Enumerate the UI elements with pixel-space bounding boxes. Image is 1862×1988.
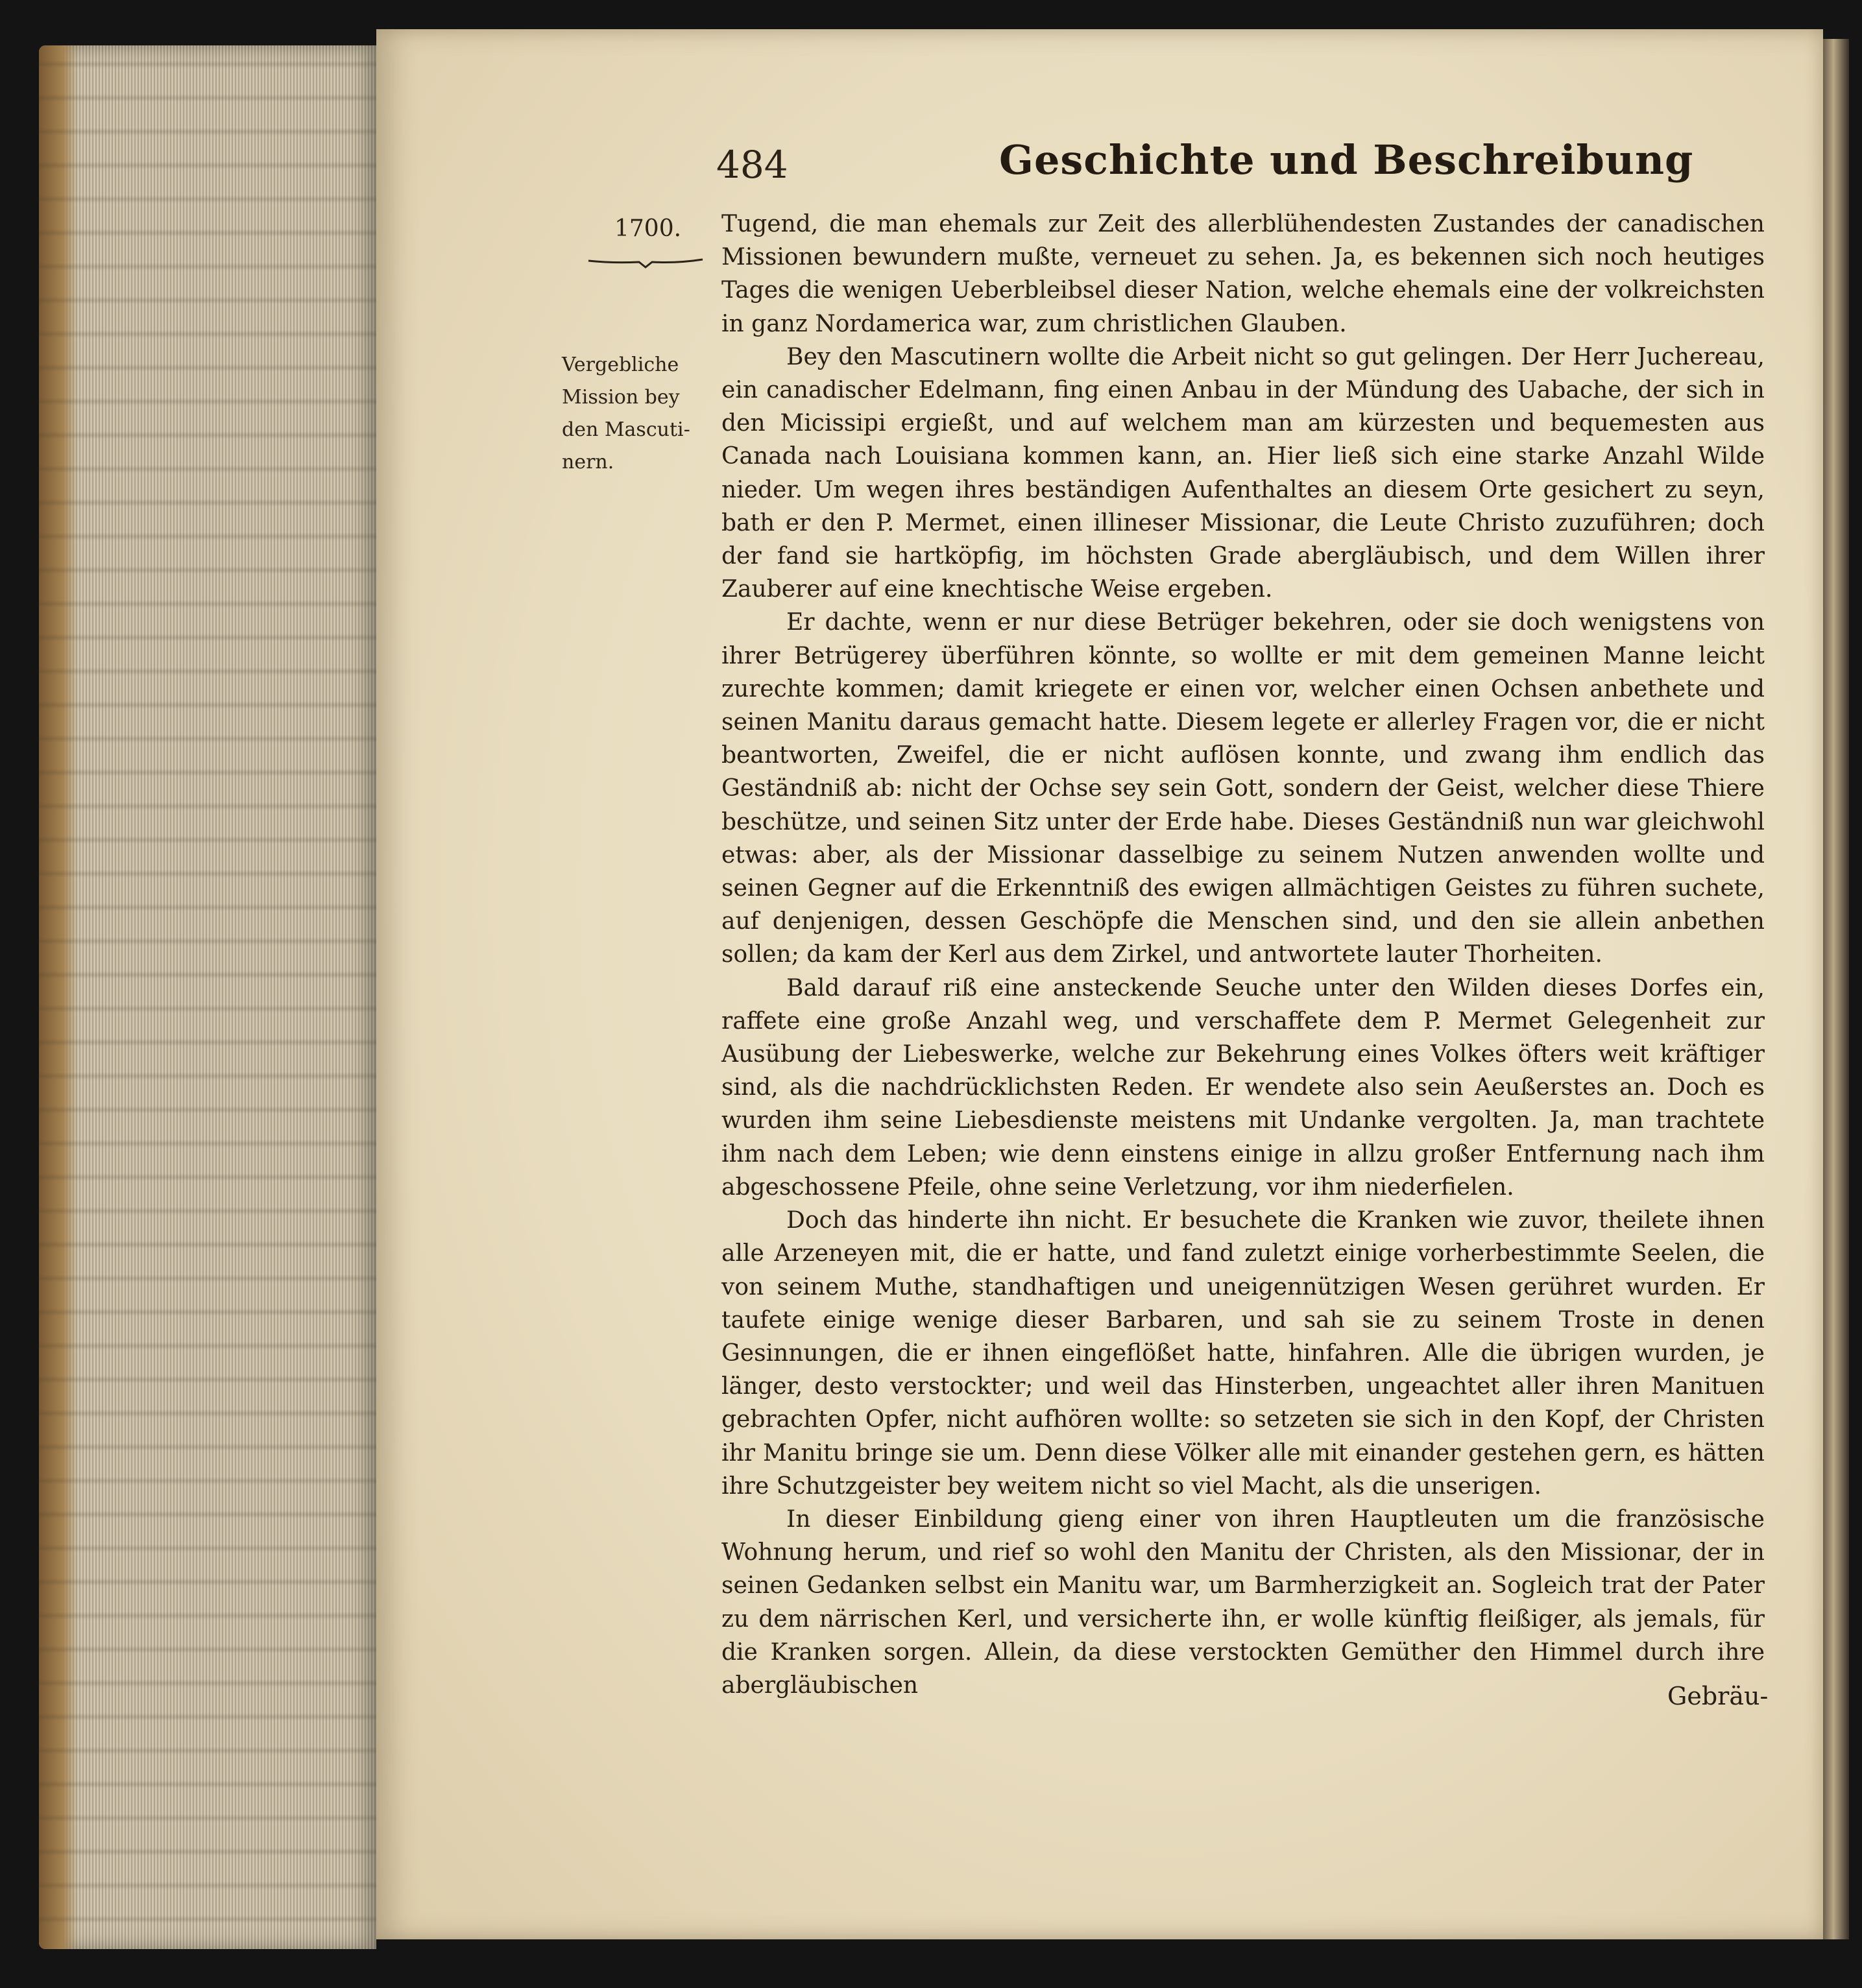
marginal-note (562, 349, 724, 479)
page-number: 484 (716, 143, 788, 187)
marginal-note-line: Mission bey (562, 386, 680, 409)
paragraph: Tugend, die man ehemals zur Zeit des allerblühendesten Zustandes der canadischen Missionen bewundern mußte, verneuet zu sehen. Ja, es bekennen sich noch heutiges Tages die wenigen Ueberbleibsel dieser Nation, welche ehemals eine der volkreichsten in ganz Nordamerica war, zum christlichen Glauben. (721, 211, 1765, 337)
paragraph: In dieser Einbildung gieng einer von ihren Hauptleuten um die französische Wohnung herum, und rief so wohl den Manitu der Christen, als den Missionar, der in seinen Gedanken selbst ein Manitu war, um Barmherzigkeit an. Sogleich trat der Pater zu dem närrischen Kerl, und versicherte ihn, er wolle künftig fleißiger, als jemals, für die Kranken sorgen. Allein, da diese verstockten Gemüther den Himmel durch ihre abergläubischen (721, 1505, 1765, 1699)
paragraph: Bald darauf riß eine ansteckende Seuche unter den Wilden dieses Dorfes ein, raffete eine große Anzahl weg, und verschaffete dem P. Mermet Gelegenheit zur Ausübung der Liebeswerke, welche zur Bekehrung eines Volkes öfters weit kräftiger sind, als die nachdrücklichsten Reden. Er wendete also sein Aeußerstes an. Doch es wurden ihm seine Liebesdienste meistens mit Undanke vergolten. Ja, man trachtete ihm nach dem Leben; wie denn einstens einige in allzu großer Entfernung nach ihm abgeschossene Pfeile, ohne seine Verletzung, vor ihm niederfielen. (721, 974, 1765, 1201)
marginal-note-line: Vergebliche (562, 353, 679, 376)
page-header (716, 136, 1754, 201)
marginal-note-line: nern. (562, 451, 614, 473)
paragraph: Bey den Mascutinern wollte die Arbeit nicht so gut gelingen. Der Herr Juchereau, ein canadischer Edelmann, fing einen Anbau in der Mündung des Uabache, der sich in den Micissipi ergießt, und auf welchem man am kürzesten und bequemesten aus Canada nach Louisiana kommen kann, an. Hier ließ sich eine starke Anzahl Wilde nieder. Um wegen ihres beständigen Aufenthaltes an diesem Orte gesichert zu seyn, bath er den P. Mermet, einen illineser Missionar, die Leute Christo zuzuführen; doch der fand sie hartköpfig, im höchsten Grade abergläubisch, und dem Willen ihrer Zauberer auf eine knechtische Weise ergeben. (721, 343, 1765, 603)
margin-year-rule (587, 256, 704, 270)
margin-year: 1700. (614, 215, 682, 242)
body-text (721, 208, 1765, 1702)
marginal-note-line: den Mascuti- (562, 418, 690, 441)
paragraph: Er dachte, wenn er nur diese Betrüger bekehren, oder sie doch wenigstens von ihrer Betrügerey überführen könnte, so wollte er mit dem gemeinen Manne leicht zurechte kommen; damit kriegete er einen vor, welcher einen Ochsen anbethete und seinen Manitu daraus gemacht hatte. Diesem legete er allerley Fragen vor, die er nicht beantworten, Zweifel, die er nicht auflösen konnte, und zwang ihm endlich das Geständniß ab: nicht der Ochse sey sein Gott, sondern der Geist, welcher diese Thiere beschütze, und seinen Sitz unter der Erde habe. Dieses Geständniß nun war gleichwohl etwas: aber, als der Missionar dasselbige zu seinem Nutzen anwenden wollte und seinen Gegner auf die Erkenntniß des ewigen allmächtigen Geistes zu führen suchete, auf denjenigen, dessen Geschöpfe die Menschen sind, und den sie allein anbethen sollen; da kam der Kerl aus dem Zirkel, und antwortete lauter Thorheiten. (721, 609, 1765, 968)
paragraph: Doch das hinderte ihn nicht. Er besuchete die Kranken wie zuvor, theilete ihnen alle Arzeneyen mit, die er hatte, und fand zuletzt einige vorherbestimmte Seelen, die von seinem Muthe, standhaftigen und uneigennützigen Wesen gerühret wurden. Er taufete einige wenige dieser Barbaren, und sah sie zu seinem Troste in denen Gesinnungen, die er ihnen eingeflößet hatte, hinfahren. Alle die übrigen wurden, je länger, desto verstockter; und weil das Hinsterben, ungeachtet aller ihren Manituen gebrachten Opfer, nicht aufhören wollte: so setzeten sie sich in den Kopf, der Christen ihr Manitu bringe sie um. Denn diese Völker alle mit einander gestehen gern, es hätten ihre Schutzgeister bey weitem nicht so viel Macht, als die unserigen. (721, 1207, 1765, 1500)
right-page-edge (1823, 39, 1849, 1939)
catchword: Gebräu- (1667, 1682, 1769, 1710)
page-block-edges (39, 45, 376, 1949)
running-title: Geschichte und Beschreibung (999, 136, 1694, 184)
